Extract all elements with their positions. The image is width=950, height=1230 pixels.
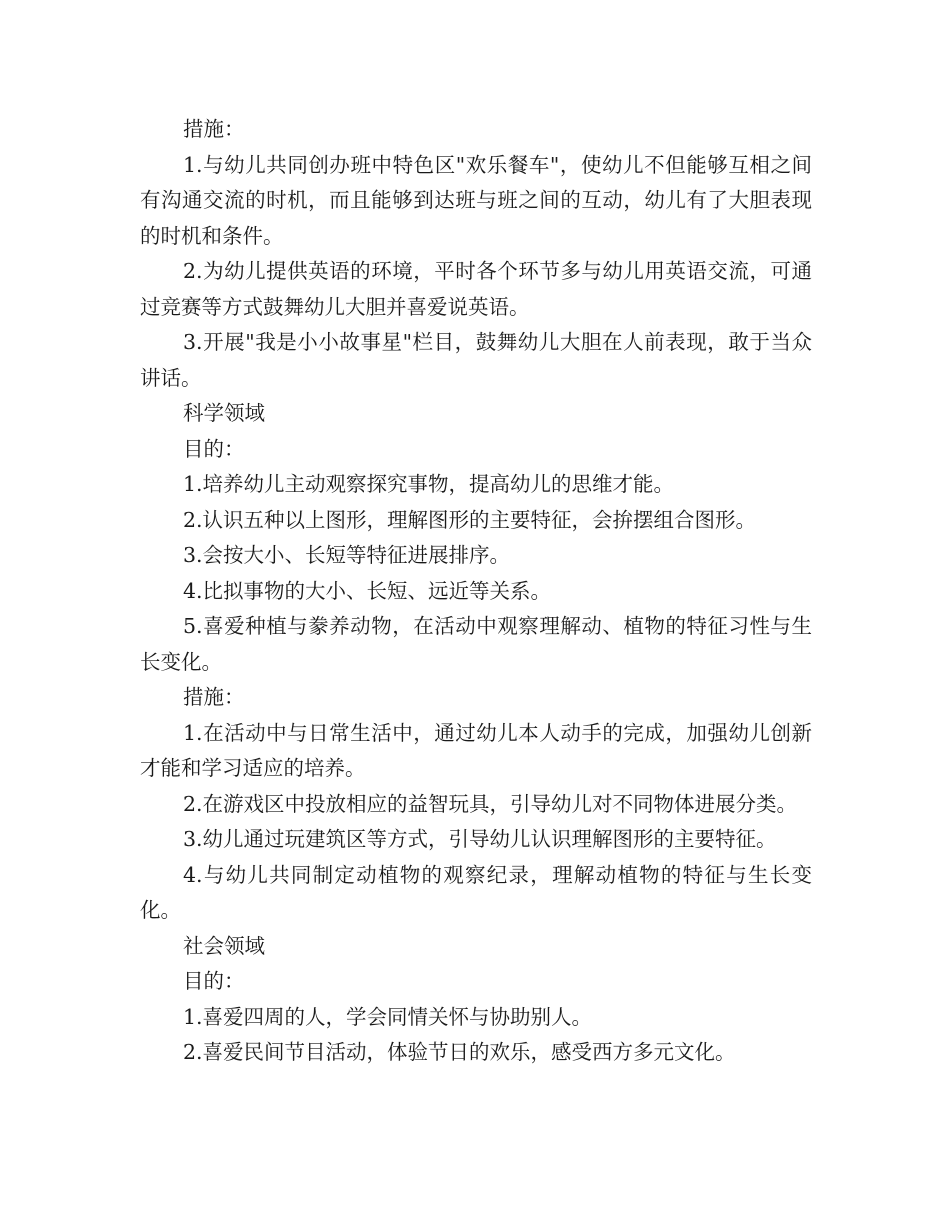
paragraph-science-measures-heading: 措施： [183, 685, 245, 709]
paragraph-science-goal-1: 1.培养幼儿主动观察探究事物，提高幼儿的思维才能。 [183, 472, 675, 496]
paragraph-science-measure-1: 1.在活动中与日常生活中，通过幼儿本人动手的完成，加强幼儿创新才能和学习适应的培养。 [140, 720, 812, 780]
paragraph-goals-heading: 目的： [183, 436, 245, 461]
paragraph-measure-2: 2.为幼儿提供英语的环境，平时各个环节多与幼儿用英语交流，可通过竞赛等方式鼓舞幼儿大胆并喜爱说英语。 [140, 259, 812, 319]
paragraph-science-measure-3: 3.幼儿通过玩建筑区等方式，引导幼儿认识理解图形的主要特征。 [183, 827, 777, 851]
paragraph-science-measure-2: 2.在游戏区中投放相应的益智玩具，引导幼儿对不同物体进展分类。 [183, 791, 798, 816]
paragraph-measure-3: 3.开展"我是小小故事星"栏目，鼓舞幼儿大胆在人前表现，敢于当众讲话。 [140, 330, 812, 390]
document-page [140, 112, 812, 1071]
paragraph-social-goals-heading: 目的： [183, 969, 245, 993]
paragraph-science-goal-5: 5.喜爱种植与豢养动物，在活动中观察理解动、植物的特征习性与生长变化。 [140, 614, 812, 674]
paragraph-social-goal-1: 1.喜爱四周的人，学会同情关怀与协助别人。 [183, 1004, 593, 1029]
section-heading-science: 科学领域 [183, 401, 265, 425]
paragraph-science-measure-4: 4.与幼儿共同制定动植物的观察纪录，理解动植物的特征与生长变化。 [140, 862, 812, 922]
paragraph-science-goal-4: 4.比拟事物的大小、长短、远近等关系。 [183, 578, 552, 603]
paragraph-measure-1: 1.与幼儿共同创办班中特色区"欢乐餐车"，使幼儿不但能够互相之间有沟通交流的时机，而且能够到达班与班之间的互动，幼儿有了大胆表现的时机和条件。 [140, 152, 812, 248]
paragraph-measures-heading: 措施： [183, 117, 245, 141]
paragraph-science-goal-2: 2.认识五种以上图形，理解图形的主要特征，会拚摆组合图形。 [183, 507, 757, 532]
paragraph-social-goal-2: 2.喜爱民间节目活动，体验节日的欢乐，感受西方多元文化。 [183, 1040, 736, 1064]
paragraph-science-goal-3: 3.会按大小、长短等特征进展排序。 [183, 543, 511, 567]
section-heading-social: 社会领域 [183, 933, 265, 958]
